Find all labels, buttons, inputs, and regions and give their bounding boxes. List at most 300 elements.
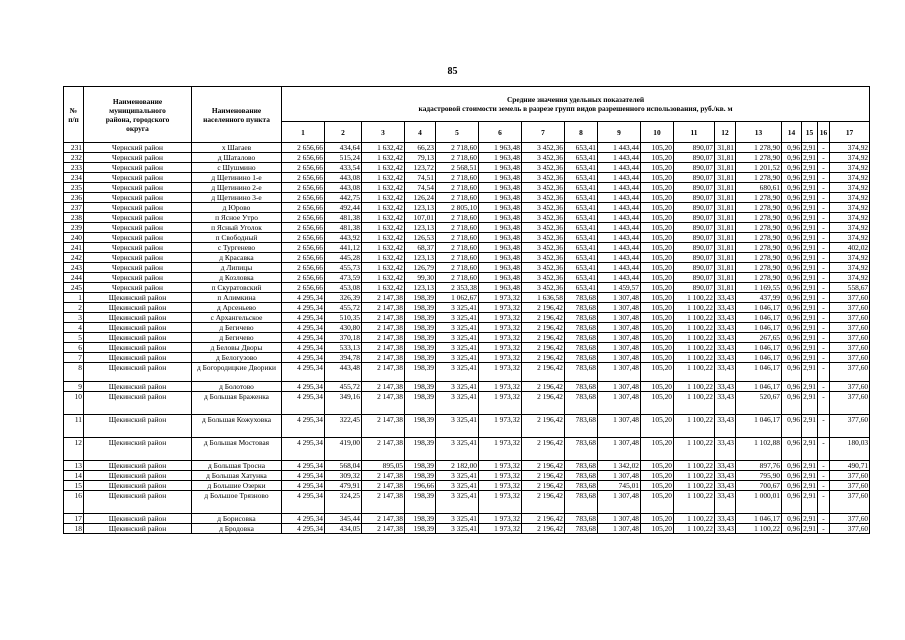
- value-cell-group-2: 434,05: [325, 524, 362, 534]
- header-group-11: 11: [674, 122, 715, 143]
- value-cell-group-2: 443,08: [325, 173, 362, 183]
- value-cell-group-9: 1 307,48: [598, 438, 641, 461]
- value-cell-group-8: 653,41: [565, 253, 598, 263]
- value-cell-group-13: 1 046,17: [736, 353, 782, 363]
- district-cell: Чернский район: [84, 203, 192, 213]
- value-cell-group-13: 520,67: [736, 392, 782, 415]
- header-group-6: 6: [479, 122, 522, 143]
- header-group-15: 15: [802, 122, 818, 143]
- value-cell-group-1: 2 656,66: [282, 213, 325, 223]
- value-cell-group-10: 105,20: [641, 461, 674, 471]
- cadastral-value-table: [63, 86, 870, 534]
- value-cell-group-14: 0,96: [782, 481, 802, 491]
- value-cell-group-5: 3 325,41: [436, 481, 479, 491]
- value-cell-group-16: -: [818, 303, 830, 313]
- value-cell-group-11: 1 100,22: [674, 514, 715, 524]
- value-cell-group-4: 198,39: [405, 514, 436, 524]
- district-cell: Щекинский район: [84, 303, 192, 313]
- value-cell-group-16: -: [818, 193, 830, 203]
- value-cell-group-6: 1 963,48: [479, 173, 522, 183]
- row-number-cell: 234: [64, 173, 84, 183]
- value-cell-group-17: 377,60: [830, 303, 870, 313]
- value-cell-group-17: 374,92: [830, 143, 870, 153]
- value-cell-group-7: 2 196,42: [522, 471, 565, 481]
- value-cell-group-2: 394,78: [325, 353, 362, 363]
- value-cell-group-3: 2 147,38: [362, 415, 405, 438]
- settlement-cell: д Красавка: [192, 253, 282, 263]
- value-cell-group-6: 1 963,48: [479, 213, 522, 223]
- value-cell-group-13: 1 046,17: [736, 303, 782, 313]
- value-cell-group-11: 890,07: [674, 283, 715, 293]
- value-cell-group-4: 198,39: [405, 415, 436, 438]
- value-cell-group-15: 2,91: [803, 243, 816, 252]
- value-cell-group-11: 1 100,22: [674, 363, 715, 382]
- value-cell-group-8: 653,41: [565, 223, 598, 233]
- value-cell-group-1: 4 295,34: [282, 524, 325, 534]
- value-cell-group-8: 783,68: [565, 461, 598, 471]
- value-cell-group-5: 3 325,41: [436, 415, 479, 438]
- value-cell-group-13: 680,61: [736, 183, 782, 193]
- district-cell: Щекинский район: [84, 491, 192, 514]
- table-row: [64, 343, 870, 353]
- value-cell-group-1: 4 295,34: [282, 514, 325, 524]
- value-cell-group-10: 105,20: [641, 363, 674, 382]
- value-cell-group-14: 0,96: [782, 223, 802, 233]
- value-cell-group-5: 2 718,60: [436, 253, 479, 263]
- value-cell-group-9: 1 342,02: [598, 461, 641, 471]
- value-cell-group-11: 1 100,22: [674, 333, 715, 343]
- settlement-cell: д Болотово: [192, 382, 282, 392]
- row-number-cell: 12: [64, 438, 84, 461]
- value-cell-group-12: 31,81: [715, 153, 736, 163]
- value-cell-group-2: 434,64: [325, 143, 362, 153]
- district-cell: Чернский район: [84, 143, 192, 153]
- value-cell-group-11: 1 100,22: [674, 293, 715, 303]
- value-cell-group-11: 890,07: [674, 253, 715, 263]
- value-cell-group-12: 31,81: [715, 183, 736, 193]
- value-cell-group-17: 558,67: [830, 283, 870, 293]
- value-cell-group-6: 1 973,32: [479, 333, 522, 343]
- value-cell-group-14: 0,96: [782, 363, 802, 382]
- value-cell-group-9: 1 443,44: [598, 173, 641, 183]
- value-cell-group-2: 473,59: [325, 273, 362, 283]
- value-cell-group-8: 783,68: [565, 313, 598, 323]
- row-number-cell: 6: [64, 343, 84, 353]
- value-cell-group-15: 2,91: [803, 183, 816, 192]
- value-cell-group-12: 33,43: [715, 471, 736, 481]
- value-cell-group-10: 105,20: [641, 143, 674, 153]
- value-cell-group-14: 0,96: [782, 392, 802, 415]
- value-cell-group-9: 1 443,44: [598, 243, 641, 253]
- value-cell-group-13: 1 046,17: [736, 363, 782, 382]
- value-cell-group-14: 0,96: [782, 382, 802, 392]
- settlement-cell: д Щетинино 2-е: [192, 183, 282, 193]
- value-cell-group-13: 1 278,90: [736, 243, 782, 253]
- value-cell-group-12: 31,81: [715, 253, 736, 263]
- value-cell-group-12: 31,81: [715, 143, 736, 153]
- value-cell-group-15: 2,91: [802, 363, 818, 382]
- value-cell-group-3: 1 632,42: [362, 283, 405, 293]
- value-cell-group-14: 0,96: [782, 353, 802, 363]
- value-cell-group-13: 1 278,90: [736, 153, 782, 163]
- value-cell-group-17: 377,60: [830, 353, 870, 363]
- value-cell-group-8: 653,41: [565, 183, 598, 193]
- value-cell-group-15: 2,91: [803, 153, 816, 162]
- value-cell-group-5: 3 325,41: [436, 303, 479, 313]
- value-cell-group-10: 105,20: [641, 183, 674, 193]
- value-cell-group-4: 74,54: [405, 183, 436, 193]
- value-cell-group-17: 374,92: [830, 173, 870, 183]
- value-cell-group-10: 105,20: [641, 323, 674, 333]
- table-row: [64, 471, 870, 481]
- value-cell-group-7: 2 196,42: [522, 415, 565, 438]
- value-cell-group-3: 2 147,38: [362, 343, 405, 353]
- value-cell-group-15: 2,91: [803, 163, 816, 172]
- value-cell-group-12: 31,81: [715, 233, 736, 243]
- row-number-cell: 242: [64, 253, 84, 263]
- value-cell-group-12: 31,81: [715, 223, 736, 233]
- value-cell-group-13: 1 046,17: [736, 313, 782, 323]
- value-cell-group-5: 3 325,41: [436, 363, 479, 382]
- table-row: [64, 323, 870, 333]
- value-cell-group-5: 2 182,00: [436, 461, 479, 471]
- value-cell-group-4: 198,39: [405, 363, 436, 382]
- table-row: [64, 293, 870, 303]
- table-row: [64, 363, 870, 382]
- table-row: [64, 183, 870, 193]
- settlement-cell: х Шагаев: [192, 143, 282, 153]
- value-cell-group-5: 3 325,41: [436, 313, 479, 323]
- value-cell-group-8: 653,41: [565, 143, 598, 153]
- value-cell-group-12: 33,43: [715, 293, 736, 303]
- value-cell-group-1: 2 656,66: [282, 153, 325, 163]
- table-row: [64, 153, 870, 163]
- value-cell-group-4: 99,30: [405, 273, 436, 283]
- value-cell-group-15: 2,91: [803, 333, 816, 342]
- value-cell-group-13: 795,90: [736, 471, 782, 481]
- value-cell-group-12: 31,81: [715, 213, 736, 223]
- table-row: [64, 213, 870, 223]
- value-cell-group-6: 1 963,48: [479, 253, 522, 263]
- header-group-16: 16: [818, 122, 830, 143]
- value-cell-group-15: 2,91: [803, 223, 816, 232]
- value-cell-group-8: 653,41: [565, 193, 598, 203]
- value-cell-group-17: 374,92: [830, 193, 870, 203]
- header-group-5: 5: [436, 122, 479, 143]
- value-cell-group-4: 66,23: [405, 143, 436, 153]
- value-cell-group-9: 1 443,44: [598, 223, 641, 233]
- district-cell: Чернский район: [84, 253, 192, 263]
- value-cell-group-17: 374,92: [830, 153, 870, 163]
- value-cell-group-15: 2,91: [803, 313, 816, 322]
- value-cell-group-5: 1 062,67: [436, 293, 479, 303]
- settlement-cell: д Козловка: [192, 273, 282, 283]
- value-cell-group-16: -: [818, 253, 830, 263]
- value-cell-group-1: 4 295,34: [282, 415, 325, 438]
- value-cell-group-9: 1 443,44: [598, 153, 641, 163]
- district-cell: Щекинский район: [84, 438, 192, 461]
- value-cell-group-17: 180,03: [830, 438, 870, 461]
- value-cell-group-14: 0,96: [782, 313, 802, 323]
- value-cell-group-5: 3 325,41: [436, 382, 479, 392]
- value-cell-group-16: -: [818, 438, 830, 461]
- settlement-cell: д Большая Мостовая: [192, 438, 282, 461]
- value-cell-group-5: 2 353,38: [436, 283, 479, 293]
- value-cell-group-2: 492,44: [325, 203, 362, 213]
- value-cell-group-16: -: [818, 481, 830, 491]
- value-cell-group-2: 309,32: [325, 471, 362, 481]
- table-row: [64, 173, 870, 183]
- table-row: [64, 143, 870, 153]
- value-cell-group-11: 890,07: [674, 233, 715, 243]
- row-number-cell: 236: [64, 193, 84, 203]
- value-cell-group-12: 33,43: [715, 438, 736, 461]
- value-cell-group-3: 2 147,38: [362, 471, 405, 481]
- value-cell-group-1: 2 656,66: [282, 243, 325, 253]
- value-cell-group-16: -: [818, 293, 830, 303]
- value-cell-group-7: 3 452,36: [522, 283, 565, 293]
- value-cell-group-7: 2 196,42: [522, 303, 565, 313]
- table-row: [64, 353, 870, 363]
- value-cell-group-9: 1 307,48: [598, 303, 641, 313]
- value-cell-group-6: 1 973,32: [479, 382, 522, 392]
- value-cell-group-13: 1 278,90: [736, 173, 782, 183]
- value-cell-group-5: 2 718,60: [436, 233, 479, 243]
- value-cell-group-10: 105,20: [641, 524, 674, 534]
- value-cell-group-17: 374,92: [830, 263, 870, 273]
- value-cell-group-17: 374,92: [830, 213, 870, 223]
- value-cell-group-4: 123,13: [405, 283, 436, 293]
- district-cell: Щекинский район: [84, 323, 192, 333]
- value-cell-group-4: 198,39: [405, 438, 436, 461]
- value-cell-group-2: 370,18: [325, 333, 362, 343]
- value-cell-group-13: 1 169,55: [736, 283, 782, 293]
- value-cell-group-15: 2,91: [803, 203, 816, 212]
- value-cell-group-5: 3 325,41: [436, 491, 479, 514]
- district-cell: Чернский район: [84, 273, 192, 283]
- header-group-12: 12: [715, 122, 736, 143]
- value-cell-group-9: 1 443,44: [598, 193, 641, 203]
- value-cell-group-13: 1 278,90: [736, 273, 782, 283]
- value-cell-group-9: 1 443,44: [598, 273, 641, 283]
- value-cell-group-4: 126,24: [405, 193, 436, 203]
- value-cell-group-8: 783,68: [565, 514, 598, 524]
- value-cell-group-6: 1 963,48: [479, 273, 522, 283]
- value-cell-group-17: 377,60: [830, 343, 870, 353]
- value-cell-group-5: 3 325,41: [436, 524, 479, 534]
- value-cell-group-9: 1 307,48: [598, 491, 641, 514]
- value-cell-group-16: -: [818, 343, 830, 353]
- value-cell-group-11: 1 100,22: [674, 382, 715, 392]
- value-cell-group-4: 123,13: [405, 253, 436, 263]
- value-cell-group-5: 2 718,60: [436, 263, 479, 273]
- value-cell-group-16: -: [818, 524, 830, 534]
- value-cell-group-17: 374,92: [830, 223, 870, 233]
- table-row: [64, 514, 870, 524]
- value-cell-group-6: 1 963,48: [479, 263, 522, 273]
- value-cell-group-6: 1 963,48: [479, 243, 522, 253]
- header-group-2: 2: [325, 122, 362, 143]
- value-cell-group-7: 3 452,36: [522, 153, 565, 163]
- value-cell-group-12: 33,43: [715, 313, 736, 323]
- value-cell-group-13: 897,76: [736, 461, 782, 471]
- district-cell: Чернский район: [84, 163, 192, 173]
- header-group-17: 17: [830, 122, 870, 143]
- value-cell-group-15: 2,91: [802, 392, 818, 415]
- row-number-cell: 232: [64, 153, 84, 163]
- value-cell-group-9: 1 307,48: [598, 415, 641, 438]
- value-cell-group-17: 377,60: [830, 293, 870, 303]
- value-cell-group-6: 1 973,32: [479, 481, 522, 491]
- value-cell-group-11: 890,07: [674, 243, 715, 253]
- row-number-cell: 15: [64, 481, 84, 491]
- value-cell-group-16: -: [818, 153, 830, 163]
- value-cell-group-8: 783,68: [565, 524, 598, 534]
- value-cell-group-15: 2,91: [803, 273, 816, 282]
- value-cell-group-1: 4 295,34: [282, 323, 325, 333]
- value-cell-group-4: 198,39: [405, 323, 436, 333]
- table-row: [64, 263, 870, 273]
- value-cell-group-8: 783,68: [565, 392, 598, 415]
- value-cell-group-15: 2,91: [803, 524, 816, 533]
- value-cell-group-7: 3 452,36: [522, 173, 565, 183]
- value-cell-group-17: 374,92: [830, 163, 870, 173]
- value-cell-group-17: 402,02: [830, 243, 870, 253]
- district-cell: Щекинский район: [84, 481, 192, 491]
- value-cell-group-5: 2 718,60: [436, 193, 479, 203]
- value-cell-group-12: 31,81: [715, 263, 736, 273]
- header-group-14: 14: [782, 122, 802, 143]
- value-cell-group-9: 1 443,44: [598, 263, 641, 273]
- table-row: [64, 203, 870, 213]
- value-cell-group-16: -: [818, 491, 830, 514]
- value-cell-group-15: 2,91: [802, 415, 818, 438]
- value-cell-group-2: 481,38: [325, 223, 362, 233]
- value-cell-group-11: 890,07: [674, 183, 715, 193]
- value-cell-group-16: -: [818, 353, 830, 363]
- value-cell-group-4: 79,13: [405, 153, 436, 163]
- district-cell: Щекинский район: [84, 363, 192, 382]
- value-cell-group-9: 1 443,44: [598, 143, 641, 153]
- value-cell-group-16: -: [818, 283, 830, 293]
- value-cell-group-9: 1 307,48: [598, 313, 641, 323]
- value-cell-group-2: 533,13: [325, 343, 362, 353]
- value-cell-group-17: 377,60: [830, 313, 870, 323]
- value-cell-group-1: 4 295,34: [282, 363, 325, 382]
- table-row: [64, 273, 870, 283]
- value-cell-group-2: 479,91: [325, 481, 362, 491]
- value-cell-group-14: 0,96: [782, 514, 802, 524]
- value-cell-group-10: 105,20: [641, 163, 674, 173]
- value-cell-group-5: 2 718,60: [436, 183, 479, 193]
- value-cell-group-4: 68,37: [405, 243, 436, 253]
- value-cell-group-12: 31,81: [715, 193, 736, 203]
- value-cell-group-15: 2,91: [803, 471, 816, 480]
- table-row: [64, 333, 870, 343]
- value-cell-group-11: 1 100,22: [674, 415, 715, 438]
- value-cell-group-3: 2 147,38: [362, 491, 405, 514]
- value-cell-group-12: 33,43: [715, 491, 736, 514]
- settlement-cell: д Большие Озерки: [192, 481, 282, 491]
- value-cell-group-7: 3 452,36: [522, 203, 565, 213]
- settlement-cell: д Арсеньево: [192, 303, 282, 313]
- value-cell-group-2: 441,12: [325, 243, 362, 253]
- value-cell-group-17: 374,92: [830, 253, 870, 263]
- row-number-cell: 10: [64, 392, 84, 415]
- value-cell-group-6: 1 973,32: [479, 514, 522, 524]
- value-cell-group-10: 105,20: [641, 273, 674, 283]
- value-cell-group-1: 4 295,34: [282, 303, 325, 313]
- value-cell-group-10: 105,20: [641, 438, 674, 461]
- value-cell-group-11: 890,07: [674, 193, 715, 203]
- table-row: [64, 438, 870, 461]
- value-cell-group-7: 3 452,36: [522, 193, 565, 203]
- value-cell-group-13: 1 278,90: [736, 233, 782, 243]
- value-cell-group-11: 1 100,22: [674, 524, 715, 534]
- value-cell-group-17: 377,60: [830, 491, 870, 514]
- value-cell-group-4: 126,53: [405, 233, 436, 243]
- table-row: [64, 193, 870, 203]
- value-cell-group-10: 105,20: [641, 313, 674, 323]
- value-cell-group-3: 1 632,42: [362, 203, 405, 213]
- value-cell-group-13: 1 278,90: [736, 223, 782, 233]
- value-cell-group-14: 0,96: [782, 415, 802, 438]
- value-cell-group-5: 2 718,60: [436, 213, 479, 223]
- settlement-cell: д Щетинино 3-е: [192, 193, 282, 203]
- value-cell-group-15: 2,91: [803, 514, 816, 523]
- settlement-cell: п Алимкина: [192, 293, 282, 303]
- value-cell-group-16: -: [818, 461, 830, 471]
- header-settlement: Наименование населенного пункта: [192, 87, 282, 143]
- settlement-cell: д Богородицкие Дворики: [192, 363, 282, 382]
- value-cell-group-6: 1 973,32: [479, 438, 522, 461]
- value-cell-group-1: 2 656,66: [282, 173, 325, 183]
- value-cell-group-15: 2,91: [803, 461, 816, 470]
- value-cell-group-3: 1 632,42: [362, 253, 405, 263]
- value-cell-group-6: 1 973,32: [479, 491, 522, 514]
- value-cell-group-10: 105,20: [641, 514, 674, 524]
- value-cell-group-3: 1 632,42: [362, 183, 405, 193]
- value-cell-group-16: -: [818, 173, 830, 183]
- row-number-cell: 4: [64, 323, 84, 333]
- district-cell: Щекинский район: [84, 392, 192, 415]
- value-cell-group-16: -: [818, 223, 830, 233]
- value-cell-group-13: 1 278,90: [736, 213, 782, 223]
- header-district: Наименование муниципального района, городского округа: [84, 87, 192, 143]
- value-cell-group-17: 377,60: [830, 524, 870, 534]
- value-cell-group-9: 1 307,48: [598, 363, 641, 382]
- value-cell-group-9: 1 307,48: [598, 323, 641, 333]
- value-cell-group-4: 198,39: [405, 491, 436, 514]
- value-cell-group-11: 890,07: [674, 153, 715, 163]
- value-cell-group-16: -: [818, 333, 830, 343]
- value-cell-group-1: 2 656,66: [282, 163, 325, 173]
- value-cell-group-14: 0,96: [782, 323, 802, 333]
- value-cell-group-16: -: [818, 471, 830, 481]
- row-number-cell: 240: [64, 233, 84, 243]
- row-number-cell: 8: [64, 363, 84, 382]
- district-cell: Чернский район: [84, 213, 192, 223]
- value-cell-group-6: 1 973,32: [479, 461, 522, 471]
- value-cell-group-7: 2 196,42: [522, 481, 565, 491]
- value-cell-group-16: -: [818, 382, 830, 392]
- value-cell-group-4: 123,13: [405, 223, 436, 233]
- value-cell-group-17: 377,60: [830, 323, 870, 333]
- value-cell-group-5: 2 568,51: [436, 163, 479, 173]
- value-cell-group-17: 374,92: [830, 273, 870, 283]
- value-cell-group-13: 267,65: [736, 333, 782, 343]
- value-cell-group-15: 2,91: [803, 213, 816, 222]
